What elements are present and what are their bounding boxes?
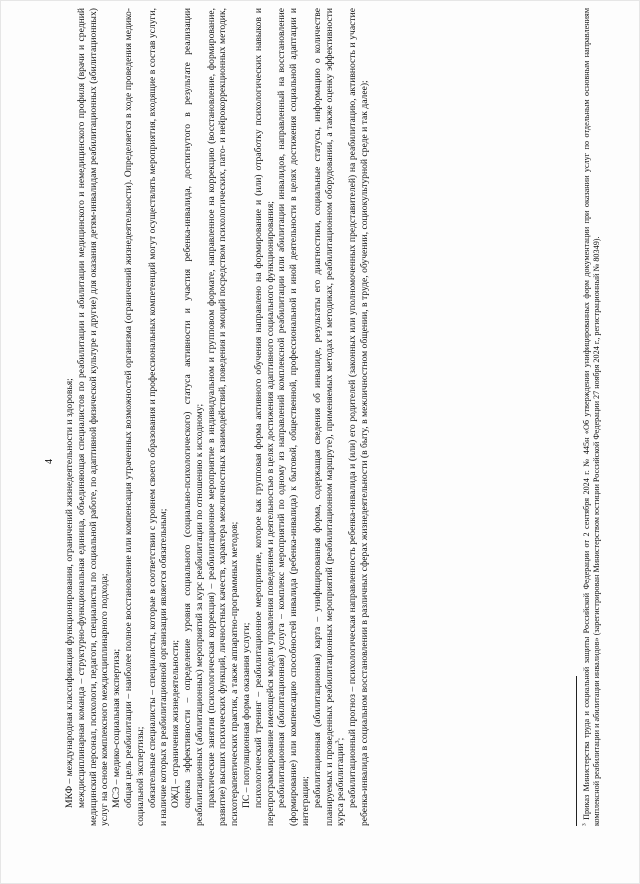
definition-term: обязательные специалисты [146,697,158,808]
definition-term: практические занятия (психологическая коррекция) [205,592,217,808]
definition-paragraph [241,8,253,826]
definition-text: – наиболее полное восстановление или компенсация утраченных возможностей организма (ограничений жизнедеятельности). Определяется в ходе проведения медико-социальной экспертизы; [122,7,146,826]
footnote [582,8,601,826]
definition-text: – реабилитационное мероприятие, которое как групповая форма активного обучения направлено на формирование и (или) отработку психологических навыков и перепрограммирование имеющейся модели управления поведением и деятельностью в целях достижения адаптивного социального функционирования; [252,8,276,826]
definition-paragraph [206,8,241,826]
definition-term: МКФ [64,785,75,808]
definitions-list [64,8,371,826]
definition-term: психологический тренинг [252,700,264,808]
definition-term: МСЭ [111,786,123,808]
definition-term: оценка эффективности [181,709,193,808]
definition-text: – структурно-функциональная единица, объединяющая специалистов по реабилитации и абилитации медицинского и немедицинского профиля (врачи и средний медицинский персонал, психологи, педагоги, специалисты по социальной работе, по адаптивной физической культуре и другие) для оказания детям-инвалидам реабилитационных (абилитационных) услуг на основе комплексного междисциплинарного подхода; [75,8,111,826]
definition-text-tail: ; [335,737,347,741]
definition-term: реабилитационный прогноз [347,694,359,808]
definition-paragraph [347,8,371,826]
definition-text: – реабилитационное мероприятие в индивидуальном и групповом формате, направленное на коррекцию (восстановление, формирование, развитие) высших психических функций, личностных качеств, характера межличностных взаимодействий, поведения и эмоций посредством психологических, пато- и нейрокоррекционных методик, психотерапевтических практик, а также аппаратно-программных методов; [205,8,241,826]
definition-paragraph [182,8,206,826]
definition-text: – психологическая направленность ребенка-инвалида и (или) его родителей (законных или уполномоченных представителей) на реабилитацию, активность и участие ребенка-инвалида в социальном восстановлении в различных сферах жизнедеятельности (в быту, в межличностном общении, в труде, обучении, социокультурной среде и так далее); [347,8,370,826]
definition-text: – комплекс мероприятий по одному из направлений комплексной реабилитации или абилитации инвалидов, направленный на восстановление (формирование) или компенсацию способностей инвалида (ребенка-инвалида) к бытовой, общественной, профессиональной и иной деятельности в целях достижения социальной адаптации и интеграции; [276,7,311,826]
definition-text: – унифицированная форма, содержащая сведения об инвалиде, результаты его диагностики, социальные статусы, информацию о количестве планируемых и проведенных реабилитационных мероприятий (реабилитационном маршруте), применяемых методах и методиках, реабилитационном оборудовании, а также оценку эффективности курса реабилитации [311,8,347,826]
definition-paragraph [276,8,311,826]
definition-term: ОЖД [170,786,182,808]
definition-paragraph [170,8,182,826]
footnote-mark: 3 [581,823,588,826]
definition-paragraph [312,8,347,826]
definition-text: – ограничения жизнедеятельности; [170,639,182,784]
definition-term: междисциплинарная команда [75,686,87,808]
page-number: 4 [44,459,55,464]
definition-paragraph [64,8,76,826]
definition-paragraph [123,8,147,826]
definition-term: реабилитационная (абилитационная) карта [311,626,323,808]
definition-text: – международная классификация функционирования, ограничений жизнедеятельности и здоровья; [64,378,75,784]
definition-term: ПС [240,794,252,808]
definition-text: – медико-социальная экспертиза; [111,648,123,785]
footnote-text: Приказ Министерства труда и социальной защиты Российской Федерации от 2 сентября 2024 г. № 445н «Об утверждении унифицированных форм документации при оказании услуг по отдельным основным направлениям комплексной реабилитации и абилитации инвалидов» (зарегистрирован Министерством юстиции Российской Федерации 27 ноября 2024 г., регистрационный № 80349). [582,8,601,826]
definition-paragraph [111,8,123,826]
definition-term: реабилитационная (абилитационная) услуга [276,623,288,808]
definition-text: – специалисты, которые в соответствии с уровнем своего образования и профессиональных компетенций могут осуществлять мероприятия, входящие в состав услуги, и наличие которых в реабилитационной организации является обязательным; [146,8,170,826]
definition-term: общая цель реабилитации [122,701,134,808]
footnote-reference: 3 [334,740,342,744]
definition-text: – популяционная форма оказания услуги; [240,622,252,793]
definition-paragraph [253,8,277,826]
definition-text: – определение уровня социального (социально-психологического) статуса активности и участия ребенка-инвалида, достигнутого в результате реализации реабилитационных (абилитационных) мероприятий за курс реабилитации по отношению к исходному; [181,8,205,826]
definition-paragraph [76,8,111,826]
definition-paragraph [147,8,171,826]
footnote-separator [576,676,577,826]
